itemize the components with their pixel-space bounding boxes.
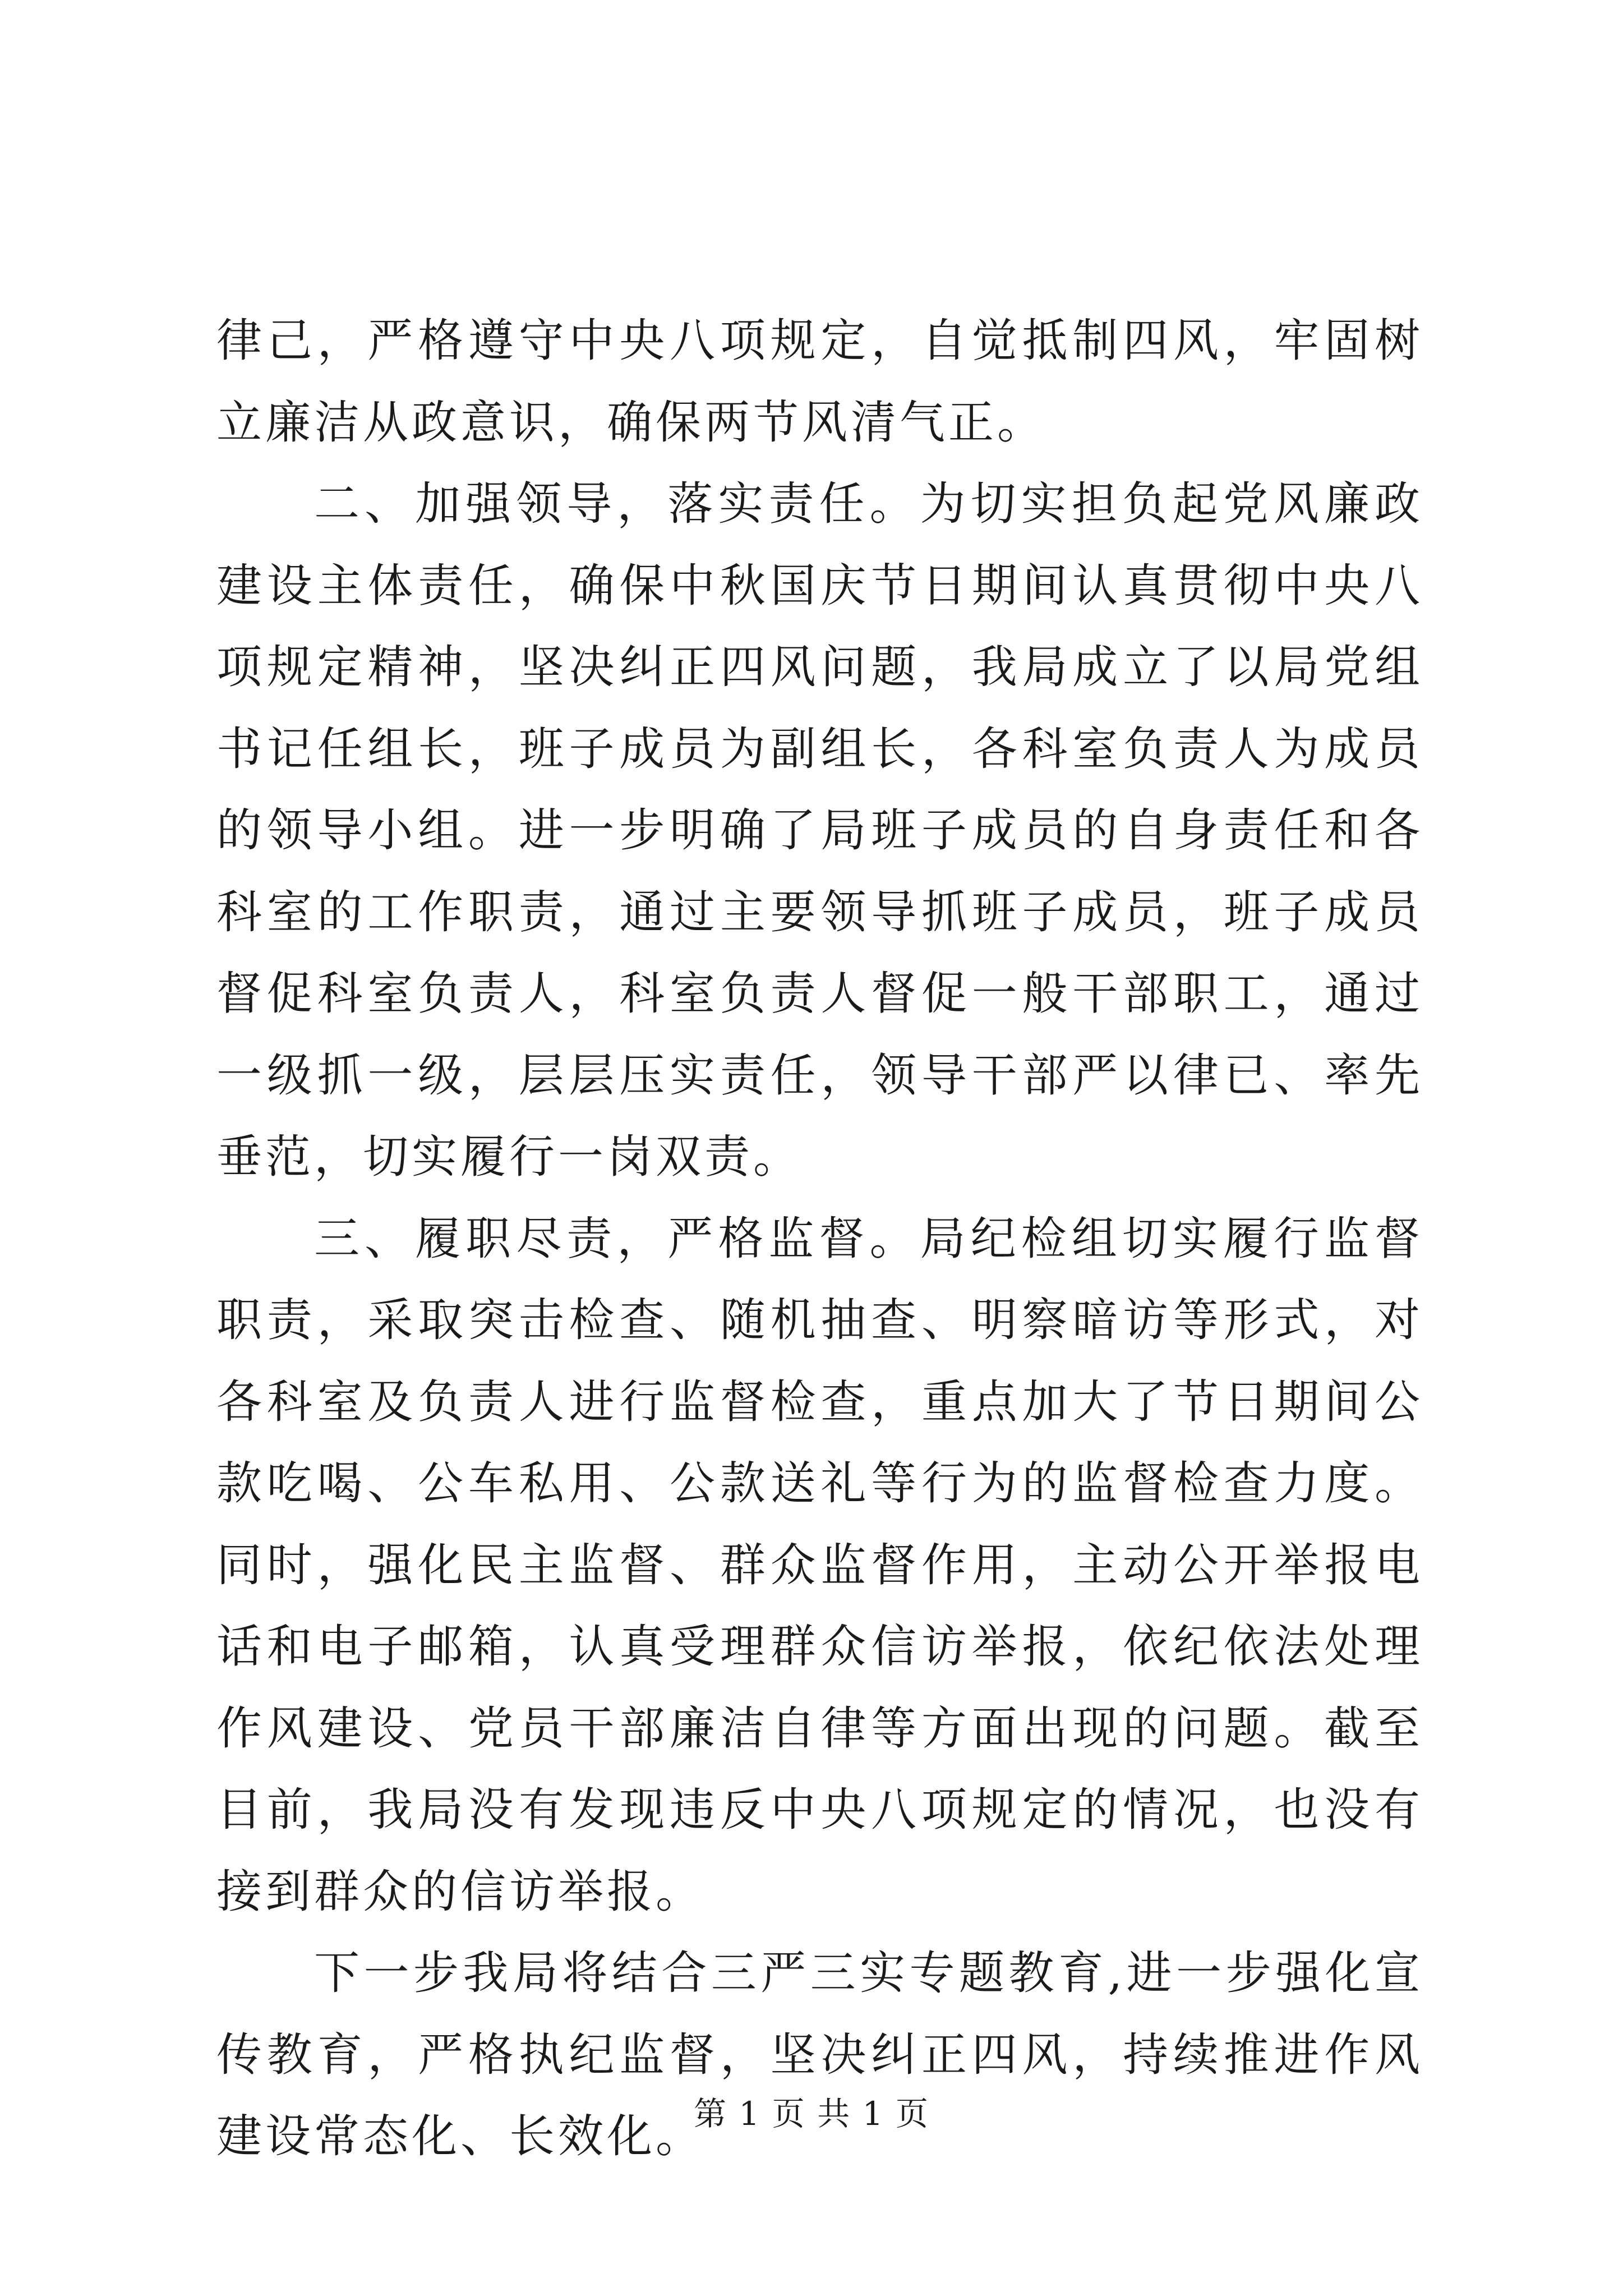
- paragraph-4: 下一步我局将结合三严三实专题教育,进一步强化宣传教育，严格执纪监督，坚决纠正四风，持续推进作风建设常态化、长效化。: [216, 1947, 1423, 2163]
- page-footer: 第 1 页 共 1 页: [694, 2095, 929, 2133]
- paragraph-1: 律己，严格遵守中央八项规定，自觉抵制四风，牢固树立廉洁从政意识，确保两节风清气正。: [216, 315, 1423, 449]
- paragraph-3: 三、履职尽责，严格监督。局纪检组切实履行监督职责，采取突击检查、随机抽查、明察暗访等形式，对各科室及负责人进行监督检查，重点加大了节日期间公款吃喝、公车私用、公款送礼等行为的监督检查力度。同时，强化民主监督、群众监督作用，主动公开举报电话和电子邮箱，认真受理群众信访举报，依纪依法处理作风建设、党员干部廉洁自律等方面出现的问题。截至目前，我局没有发现违反中央八项规定的情况，也没有接到群众的信访举报。: [216, 1212, 1423, 1918]
- document-body: [216, 301, 1423, 2178]
- paragraph-2: 二、加强领导，落实责任。为切实担负起党风廉政建设主体责任，确保中秋国庆节日期间认真贯彻中央八项规定精神，坚决纠正四风问题，我局成立了以局党组书记任组长，班子成员为副组长，各科室负责人为成员的领导小组。进一步明确了局班子成员的自身责任和各科室的工作职责，通过主要领导抓班子成员，班子成员督促科室负责人，科室负责人督促一般干部职工，通过一级抓一级，层层压实责任，领导干部严以律已、率先垂范，切实履行一岗双责。: [216, 478, 1423, 1184]
